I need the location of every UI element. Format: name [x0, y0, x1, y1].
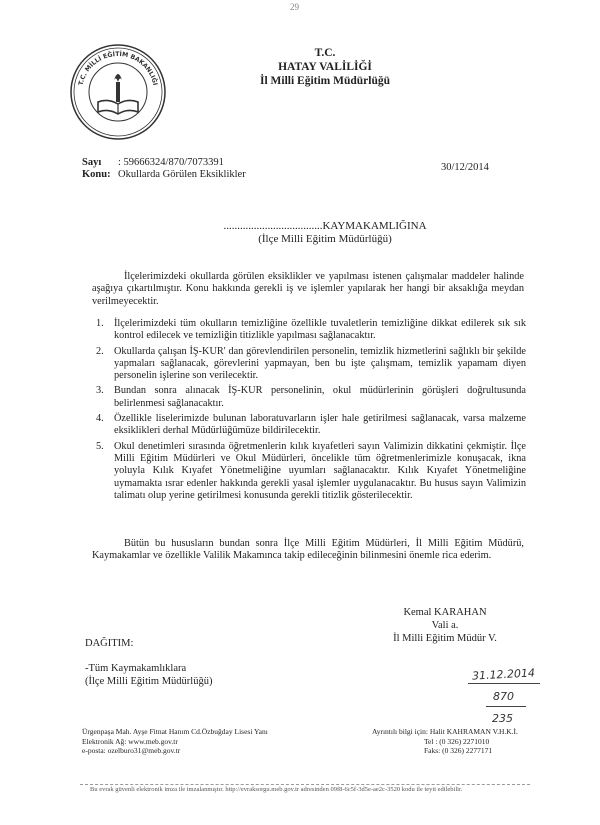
list-item-text: Özellikle liselerimizde bulunan laboratuvarların işler hale getirilmesi sağlanacak, varsa malzeme eksiklikleri derhal Müdürlüğümüze bildirilecektir. [114, 413, 526, 437]
footer-contact [372, 727, 518, 756]
footer-contact-line1: Ayrıntılı bilgi için: Halit KAHRAMAN V.H.K.İ. [372, 727, 518, 736]
ministry-seal-icon [68, 42, 168, 142]
distribution-line1: -Tüm Kaymakamlıklara [85, 663, 187, 674]
intro-paragraph: İlçelerimizdeki okullarda görülen eksiklikler ve yapılması istenen çalışmalar maddeler halinde aşağıya çıkartılmıştır. Konu hakkında gerekli iş ve işlemler yapılarak her hangi bir aksaklığa meydan verilmeyecektir. [92, 271, 524, 307]
recipient-line2: (İlçe Milli Eğitim Müdürlüğü) [258, 233, 392, 245]
footer-contact-line3: Faks: (0 326) 2277171 [424, 746, 493, 755]
list-item [96, 318, 526, 343]
letterhead [220, 46, 430, 88]
sayi-label: Sayı [82, 157, 102, 168]
handwritten-number-1: 870 [493, 690, 514, 703]
document-date: 30/12/2014 [441, 162, 489, 173]
distribution-block [85, 637, 212, 688]
list-item-number: 5. [96, 440, 104, 452]
numbered-list [96, 318, 526, 505]
footer-address-line2: Elektronik Ağ: www.meb.gov.tr [82, 736, 178, 746]
footer-address-line1: Ürgenpaşa Mah. Ayşe Fitnat Hanım Cd.Özbuğday Lisesi Yanı [82, 727, 268, 736]
signer-title1: Vali a. [431, 620, 459, 631]
list-item-number: 4. [96, 413, 104, 425]
signer-name: Kemal KARAHAN [403, 607, 487, 618]
list-item-text: Okul denetimleri sırasında öğretmenlerin kılık kıyafetleri sayın Valimizin dikkatini çekmiştir. İlçe Milli Eğitim Müdürleri ve Okul Müdürleri, öncelikle tüm öğretmenlerimizle konuşacak, ikna yoluyla Kılık Kıyafet Yönetmeliğine uyumları sağlanacaktır. Kılık Kıyafet Yönetmeliğine uymamakta ısrar edenler hakkında gerekli yasal işlemler uygulanacaktır. Bu husus sayın Valimizin talimatı olup yerine getirilmesi konusunda gerekli titizlik gösterilecektir. [114, 440, 526, 501]
signature-block [370, 606, 520, 645]
list-item-number: 3. [96, 385, 104, 397]
list-item-number: 1. [96, 318, 104, 329]
distribution-line2: (İlçe Milli Eğitim Müdürlüğü) [85, 676, 213, 687]
seal-text: T.C. MİLLİ EĞİTİM BAKANLIĞI [77, 50, 159, 87]
recipient [160, 220, 490, 246]
handwritten-number-2: 235 [492, 712, 513, 725]
handwritten-date: 31.12.2014 [471, 666, 536, 683]
subject-line [82, 169, 246, 180]
list-item-text: İlçelerimizdeki tüm okulların temizliğine özellikle tuvaletlerin temizliğine dikkat edilerek sık sık kontrol edilecek ve temizliğin titizlikle yapılması sağlanacaktır. [114, 318, 526, 342]
footer-address-line3: e-posta: ozelburo31@meb.gov.tr [82, 746, 181, 755]
closing-paragraph: Bütün bu hususların bundan sonra İlçe Milli Eğitim Müdürleri, İl Milli Eğitim Müdürü, Kaymakamlar ve özellikle Valilik Makamınca takip edileceğinin bilinmesini önemle rica ederim. [92, 538, 524, 562]
konu-label: Konu: [82, 169, 111, 180]
header-directorate: İl Milli Eğitim Müdürlüğü [259, 75, 391, 87]
list-item [96, 441, 526, 502]
header-governorship: HATAY VALİLİĞİ [278, 61, 372, 73]
list-item-number: 2. [96, 345, 104, 357]
footer-divider [80, 784, 530, 785]
footer-contact-line2: Tel : (0 326) 2271010 [424, 736, 490, 746]
list-item [96, 385, 526, 410]
konu-value: Okullarda Görülen Eksiklikler [118, 169, 246, 180]
list-item-text: Okullarda çalışan İŞ-KUR' dan görevlendirilen personelin, temizlik hizmetlerini sağlıklı bir şekilde yapmaları sağlanacak, görevlerini yapmayan, ben bu işte çalışmam, temizlik yapamam diyen personelin işlerine son verilecektir. [114, 345, 526, 382]
recipient-line1: ....................................KAYMAKAMLIĞINA [223, 220, 427, 232]
sayi-value: : 59666324/870/7073391 [118, 157, 224, 168]
e-signature-note: Bu evrak güvenli elektronik imza ile imzalanmıştır. http://evraksorgu.meb.gov.tr adresinden 09f8-6c5f-3d5e-ae2c-3520 kodu ile teyit edilebilir. [90, 786, 463, 793]
header-tc: T.C. [314, 47, 336, 59]
footer-address [82, 727, 268, 756]
reference-number [82, 157, 224, 168]
page-number: 29 [290, 2, 299, 12]
list-item-text: Bundan sonra alınacak İŞ-KUR personelinin, okul müdürlerinin görüşleri doğrultusunda belirlenmesi sağlanacaktır. [114, 385, 526, 409]
list-item [96, 413, 526, 438]
signer-title2: İl Milli Eğitim Müdür V. [393, 633, 497, 644]
distribution-label: DAĞITIM: [85, 638, 134, 649]
list-item [96, 346, 526, 383]
